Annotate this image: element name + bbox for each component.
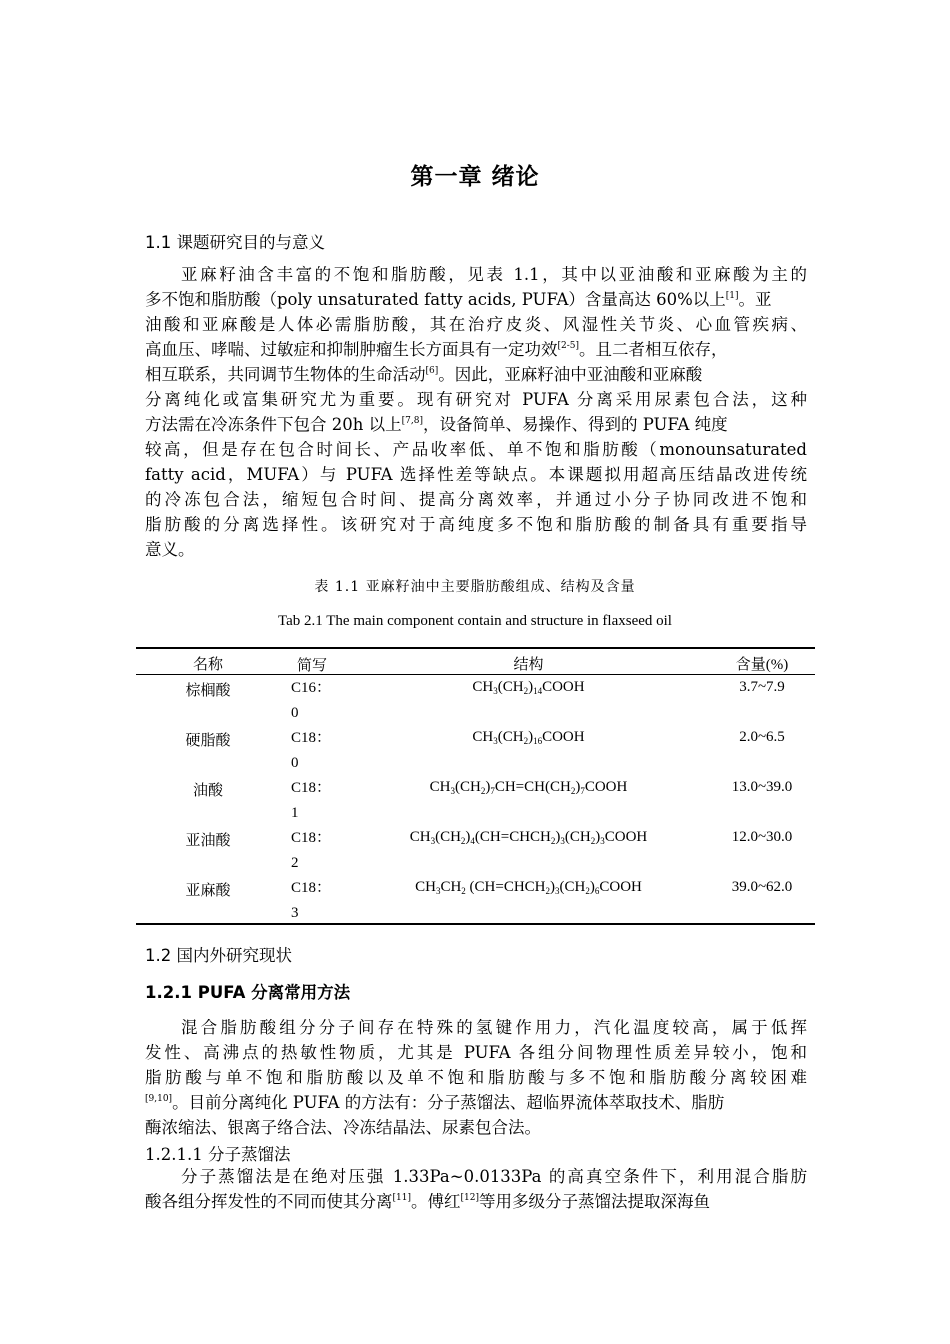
- paragraph-line: 分离纯化或富集研究尤为重要。现有研究对 PUFA 分离采用尿素包合法，这种: [145, 390, 807, 409]
- cell-content: 13.0~39.0: [731, 779, 793, 795]
- paragraph-line: 的冷冻包合法，缩短包合时间、提高分离效率，并通过小分子协同改进不饱和: [145, 490, 807, 509]
- paragraph-line: 油酸和亚麻酸是人体必需脂肪酸，其在治疗皮炎、风湿性关节炎、心血管疾病、: [145, 315, 807, 334]
- paragraph-line: 亚麻籽油含丰富的不饱和脂肪酸，见表 1.1，其中以亚油酸和亚麻酸为主的: [181, 265, 807, 284]
- cell-content: 12.0~30.0: [731, 829, 793, 845]
- table-caption-cn: 表 1.1 亚麻籽油中主要脂肪酸组成、结构及含量: [314, 579, 636, 595]
- table-header-name: 名称: [192, 655, 223, 673]
- paragraph-line: 相互联系，共同调节生物体的生命活动[6]。因此，亚麻籽油中亚油酸和亚麻酸: [145, 365, 703, 384]
- cell-structure: $CH_3(CH_2)_4(CH=CHCH_2)_3(CH_2)_3COOH$: [409, 829, 648, 846]
- cell-content: 3.7~7.9: [739, 679, 785, 695]
- cell-content: 39.0~62.0: [731, 879, 793, 895]
- paragraph-line: 脂肪酸与单不饱和脂肪酸以及单不饱和脂肪酸与多不饱和脂肪酸分离较困难: [145, 1068, 807, 1087]
- cell-content: 2.0~6.5: [739, 729, 785, 745]
- paragraph-line: 意义。: [145, 540, 195, 559]
- paragraph-line: 酸各组分挥发性的不同而使其分离[11]。傅红[12]等用多级分子蒸馏法提取深海鱼: [145, 1192, 710, 1211]
- paragraph-line: fatty acid，MUFA）与 PUFA 选择性差等缺点。本课题拟用超高压结晶改进传统: [145, 465, 807, 484]
- cell-name: 棕榈酸: [185, 681, 231, 699]
- paragraph-line: 酶浓缩法、银离子络合法、冷冻结晶法、尿素包合法。: [145, 1118, 541, 1137]
- paragraph-line: 发性、高沸点的热敏性物质，尤其是 PUFA 各组分间物理性质差异较小，饱和: [145, 1043, 807, 1062]
- cell-structure: $CH_3(CH_2)_7CH=CH(CH_2)_7COOH$: [429, 779, 628, 796]
- cell-abbr: C18：2: [291, 830, 332, 871]
- paragraph-line: [9,10]。目前分离纯化 PUFA 的方法有：分子蒸馏法、超临界流体萃取技术、脂肪: [145, 1093, 725, 1112]
- cell-name: 油酸: [192, 781, 223, 799]
- cell-name: 亚麻酸: [185, 881, 231, 899]
- cell-abbr: C18：3: [291, 880, 332, 921]
- paragraph-line: 多不饱和脂肪酸（poly unsaturated fatty acids, PUFA）含量高达 60%以上[1]。亚: [145, 290, 772, 309]
- cell-structure: $CH_3(CH_2)_{14}COOH$: [472, 679, 585, 696]
- table-header-rule: [136, 674, 815, 675]
- cell-name: 硬脂酸: [185, 731, 231, 749]
- section-heading-1-1: 1.1 课题研究目的与意义: [145, 233, 325, 252]
- paragraph-line: 脂肪酸的分离选择性。该研究对于高纯度多不饱和脂肪酸的制备具有重要指导: [145, 515, 807, 534]
- cell-structure: $CH_3(CH_2)_{16}COOH$: [472, 729, 585, 746]
- section-heading-1-2-1: 1.2.1 PUFA 分离常用方法: [145, 983, 351, 1002]
- chapter-title: 第一章 绪论: [410, 164, 540, 190]
- cell-name: 亚油酸: [185, 831, 231, 849]
- paragraph-line: 混合脂肪酸组分分子间存在特殊的氢键作用力，汽化温度较高，属于低挥: [181, 1018, 807, 1037]
- paragraph-line: 较高，但是存在包合时间长、产品收率低、单不饱和脂肪酸（monounsaturated: [145, 440, 807, 459]
- section-heading-1-2: 1.2 国内外研究现状: [145, 946, 292, 965]
- cell-abbr: C16：0: [291, 680, 332, 721]
- table-header-content: 含量(%): [735, 657, 789, 673]
- paragraph-line: 分子蒸馏法是在绝对压强 1.33Pa~0.0133Pa 的高真空条件下，利用混合脂肪: [181, 1167, 807, 1186]
- table-caption-en: Tab 2.1 The main component contain and structure in flaxseed oil: [278, 613, 672, 629]
- paragraph-line: 高血压、哮喘、过敏症和抑制肿瘤生长方面具有一定功效[2-5]。且二者相互依存，: [145, 340, 728, 359]
- table-bottom-rule: [136, 923, 815, 925]
- section-heading-1-2-1-1: 1.2.1.1 分子蒸馏法: [145, 1145, 291, 1164]
- cell-structure: $CH_3CH_2$ $(CH=CHCH_2)_3(CH_2)_6COOH$: [415, 879, 642, 896]
- cell-abbr: C18：1: [291, 780, 332, 821]
- table-header-abbr: 简写: [297, 656, 328, 674]
- table-top-rule: [136, 647, 815, 649]
- table-header-structure: 结构: [513, 655, 544, 673]
- paragraph-line: 方法需在冷冻条件下包合 20h 以上[7,8]，设备简单、易操作、得到的 PUFA 纯度: [145, 415, 728, 434]
- cell-abbr: C18：0: [291, 730, 332, 771]
